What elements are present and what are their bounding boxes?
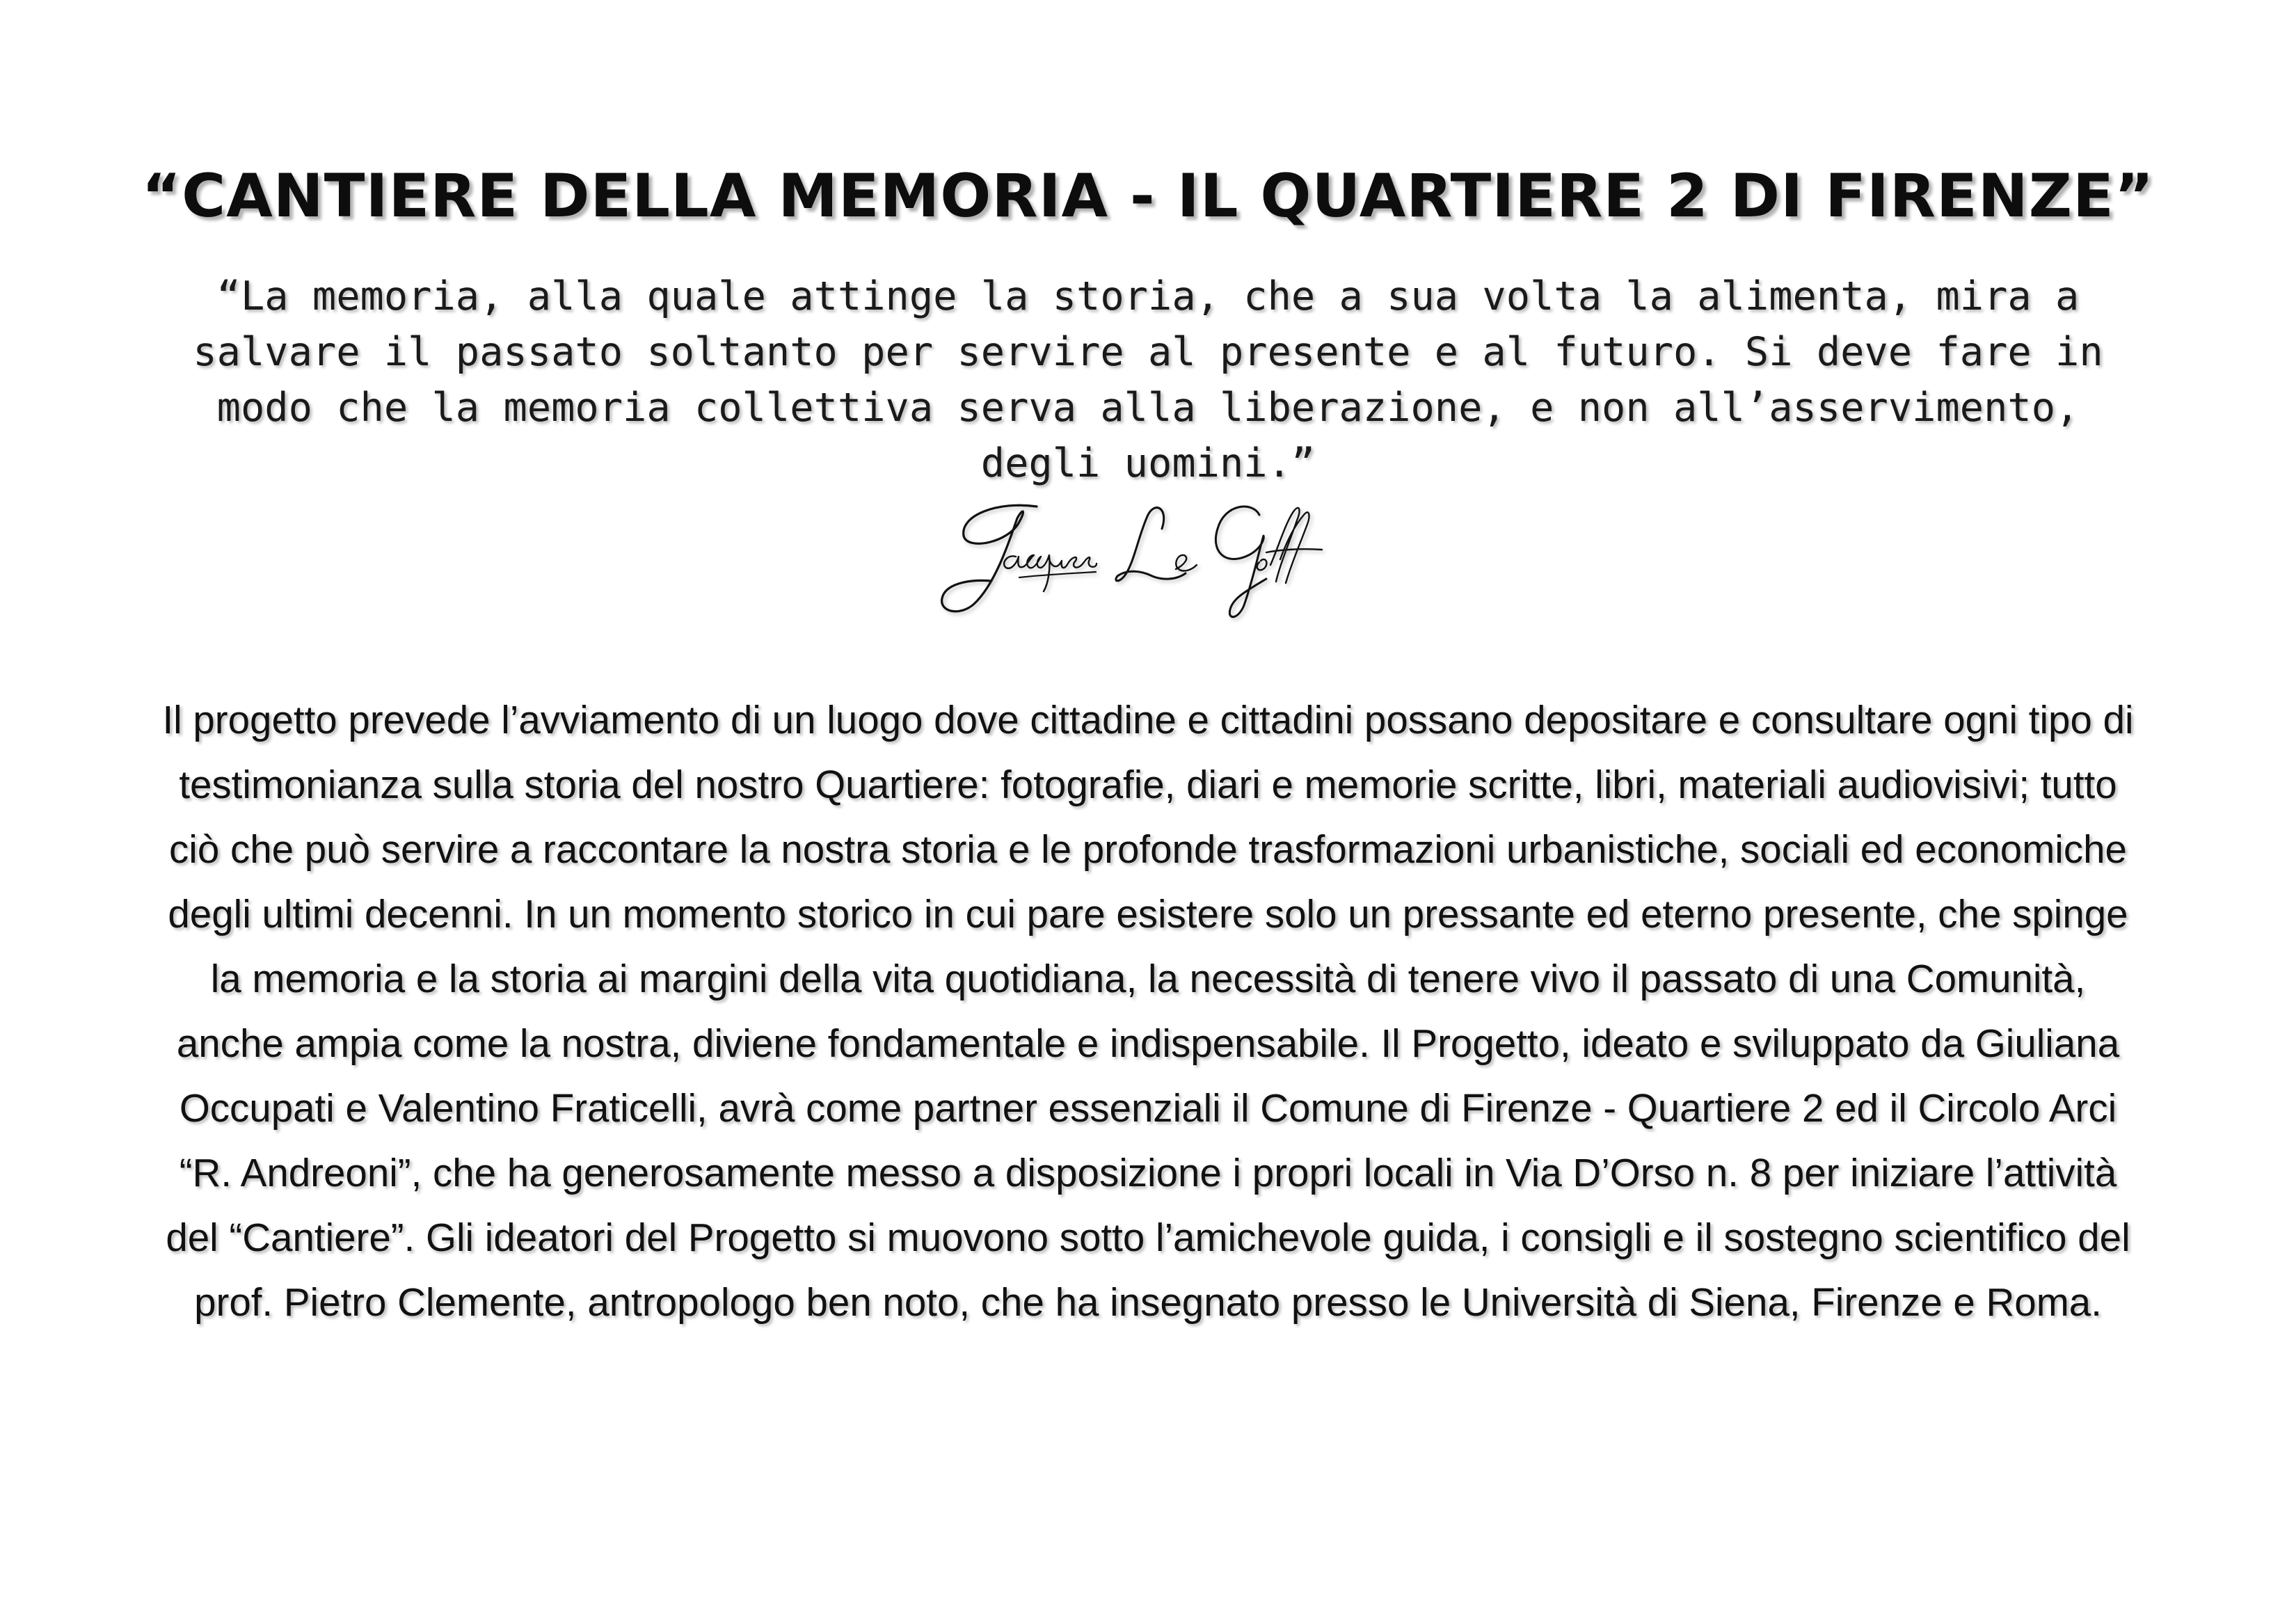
signature-image bbox=[932, 487, 1364, 626]
epigraph-quote: “La memoria, alla quale attinge la storia, che a sua volta la alimenta, mira a salvare il passato soltanto per servire al presente e al futuro. Si deve fare in modo che la memoria collettiva serva alla liberazione, e non all’asservimento, degli uomini.” bbox=[193, 273, 2103, 486]
author-signature bbox=[932, 487, 1364, 626]
project-description: Il progetto prevede l’avviamento di un luogo dove cittadine e cittadini possano depositare e consultare ogni tipo di testimonianza sulla storia del nostro Quartiere: fotografie, diari e memorie scritte, libri, materiali audiovisivi; tutto ciò che può servire a raccontare la nostra storia e le profonde trasformazioni urbanistiche, sociali ed economiche degli ultimi decenni. In un momento storico in cui pare esistere solo un pressante ed eterno presente, che spinge la memoria e la storia ai margini della vita quotidiana, la necessità di tenere vivo il passato di una Comunità, anche ampia come la nostra, diviene fondamentale e indispensabile. Il Progetto, ideato e sviluppato da Giuliana Occupati e Valentino Fraticelli, avrà come partner essenziali il Comune di Firenze - Quartiere 2 ed il Circolo Arci “R. Andreoni”, che ha generosamente messo a disposizione i propri locali in Via D’Orso n. 8 per iniziare l’attività del “Cantiere”. Gli ideatori del Progetto si muovono sotto l’amichevole guida, i consigli e il sostegno scientifico del prof. Pietro Clemente, antropologo ben noto, che ha insegnato presso le Università di Siena, Firenze e Roma. bbox=[162, 698, 2134, 1324]
document-title: “CANTIERE DELLA MEMORIA - IL QUARTIERE 2 DI FIRENZE” bbox=[141, 161, 2155, 231]
